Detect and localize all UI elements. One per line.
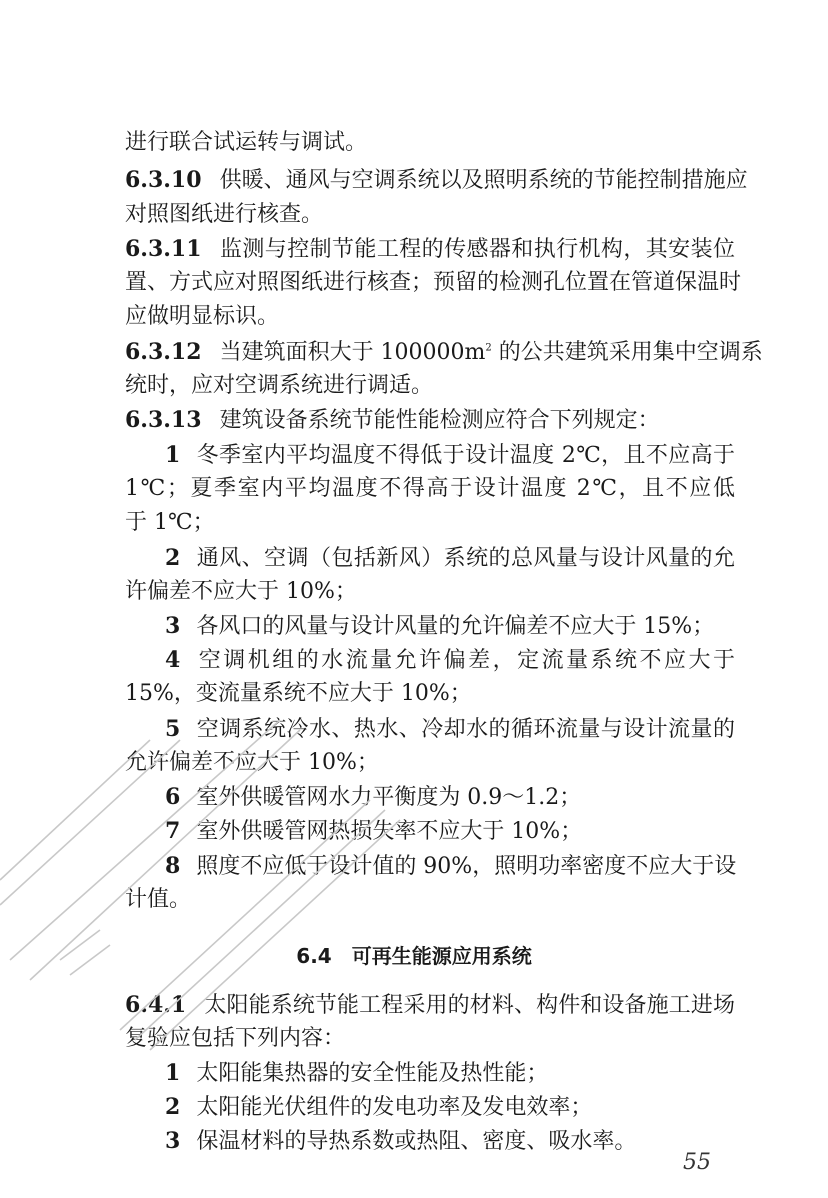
text-line: 15%，变流量系统不应大于 10%； [125,681,472,706]
text-line: 1℃；夏季室内平均温度不得高于设计温度 2℃，且不应低 [125,476,735,501]
clause-number: 6.3.13 [125,407,202,433]
clause-number: 6.3.10 [125,167,202,193]
clause-6-3-10: 6.3.10 供暖、通风与空调系统以及照明系统的节能控制措施应 [125,167,748,193]
list-item-6: 6 室外供暖管网水力平衡度为 0.9～1.2； [165,784,582,810]
text-line: 对照图纸进行核查。 [125,202,324,227]
text-line: 置、方式应对照图纸进行核查；预留的检测孔位置在管道保温时 [125,270,742,295]
clause-6-4-1: 6.4.1 太阳能系统节能工程采用的材料、构件和设备施工进场 [125,992,735,1018]
clause-6-3-12: 6.3.12 当建筑面积大于 $100000m^2$ 的公共建筑采用集中空调系 [125,339,763,365]
list-item-2: 2 太阳能光伏组件的发电功率及发电效率； [165,1094,593,1120]
clause-number: 6.4.1 [125,992,187,1018]
text-line: 统时，应对空调系统进行调适。 [125,373,434,398]
list-item-8: 8 照度不应低于设计值的 90%，照明功率密度不应大于设 [165,853,737,879]
text-line: 允许偏差不应大于 10%； [125,750,379,775]
list-item-3: 3 各风口的风量与设计风量的允许偏差不应大于 15%； [165,613,715,639]
list-item-2: 2 通风、空调（包括新风）系统的总风量与设计风量的允 [165,545,735,571]
text-line: 许偏差不应大于 10%； [125,579,357,604]
page-number: 55 [683,1150,711,1175]
text-line: 于 1℃； [125,510,215,535]
section-heading: 6.4 可再生能源应用系统 [296,944,532,968]
text-line: 计值。 [125,887,192,912]
list-item-4: 4 空调机组的水流量允许偏差，定流量系统不应大于 [165,647,735,673]
clause-number: 6.3.11 [125,236,202,262]
list-item-7: 7 室外供暖管网热损失率不应大于 10%； [165,818,583,844]
text-line: 应做明显标识。 [125,304,280,329]
list-item-3: 3 保温材料的导热系数或热阻、密度、吸水率。 [165,1128,637,1154]
clause-6-3-11: 6.3.11 监测与控制节能工程的传感器和执行机构，其安装位 [125,236,735,262]
list-item-5: 5 空调系统冷水、热水、冷却水的循环流量与设计流量的 [165,716,735,742]
list-item-1: 1 太阳能集热器的安全性能及热性能； [165,1060,549,1086]
text-line: 复验应包括下列内容： [125,1026,346,1051]
text-line: 进行联合试运转与调试。 [125,130,368,155]
list-item-1: 1 冬季室内平均温度不得低于设计温度 2℃，且不应高于 [165,442,735,468]
clause-number: 6.3.12 [125,339,202,365]
clause-6-3-13: 6.3.13 建筑设备系统节能性能检测应符合下列规定： [125,407,660,433]
